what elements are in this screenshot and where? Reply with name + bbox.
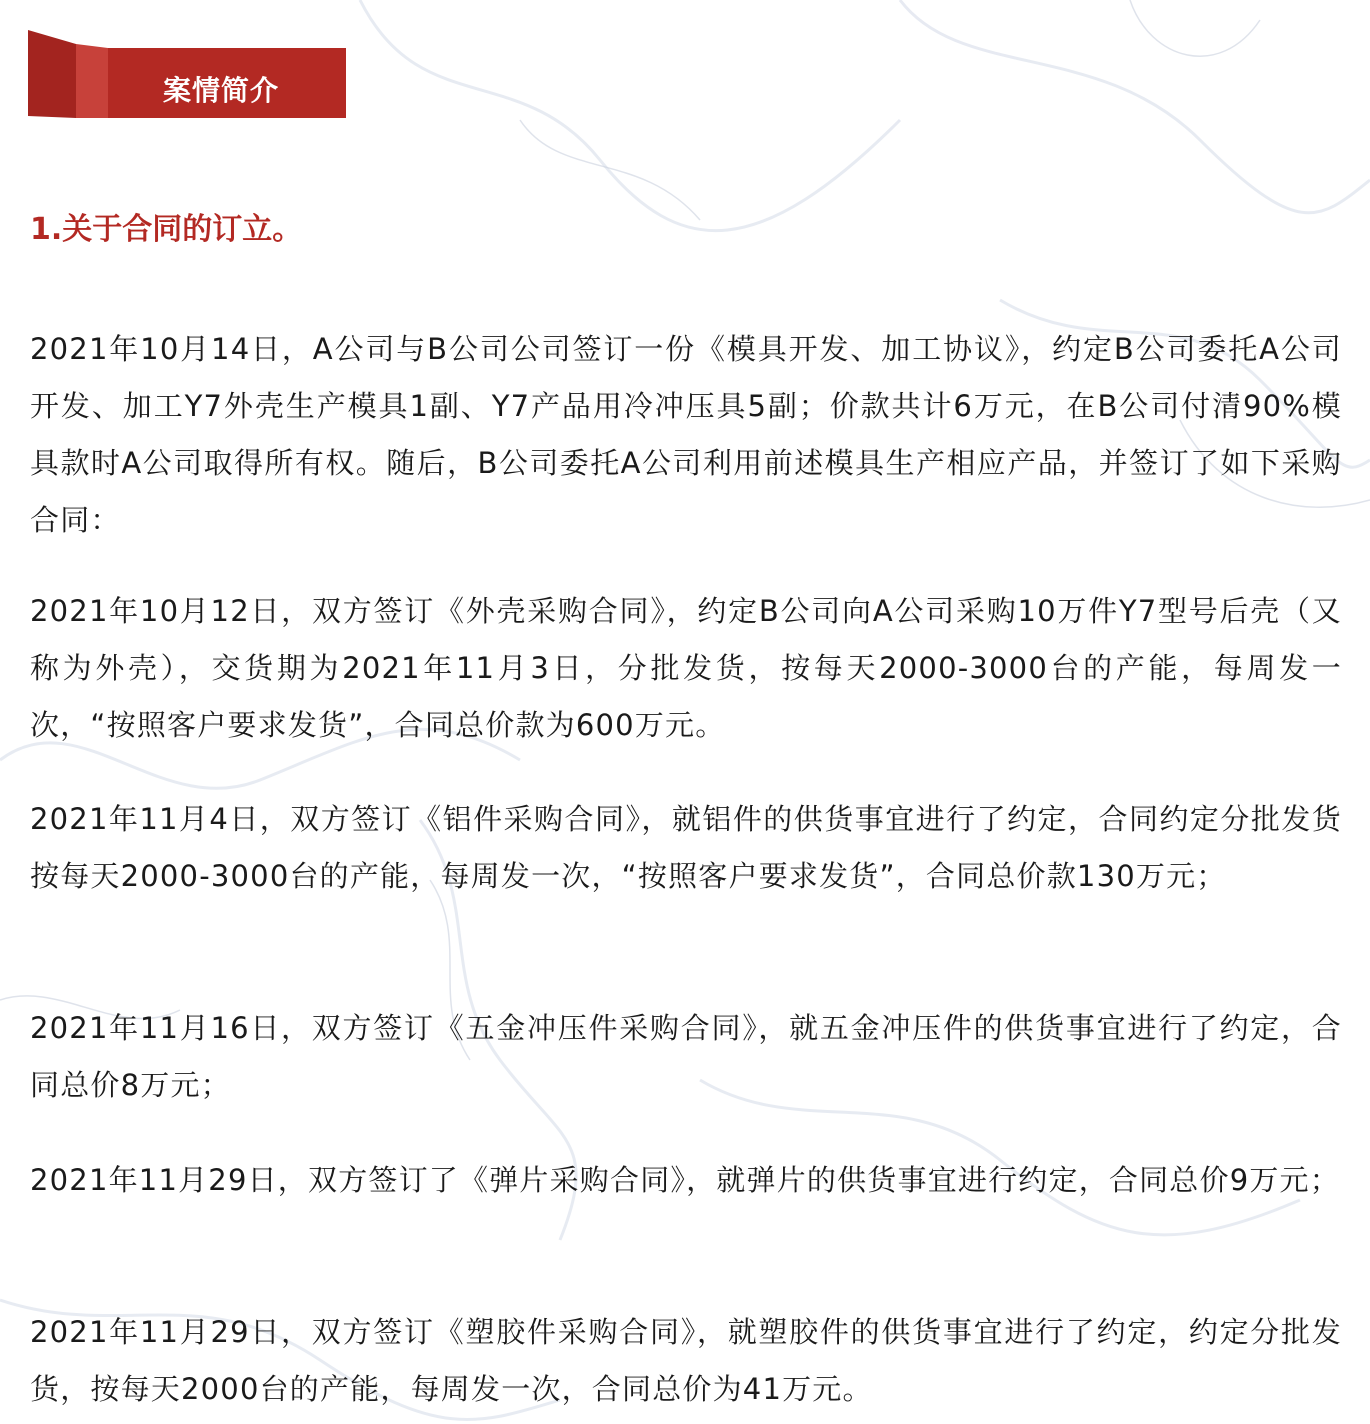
paragraph-spring-contract: 2021年11月29日，双方签订了《弹片采购合同》，就弹片的供货事宜进行约定，合同总价9万元；	[30, 1163, 1340, 1197]
paragraph-mold-agreement: 2021年10月14日，A公司与B公司公司签订一份《模具开发、加工协议》，约定B公司委托A公司开发、加工Y7外壳生产模具1副、Y7产品用冷冲压具5副；价款共计6万元，在B公司付清90%模具款时A公司取得所有权。随后，B公司委托A公司利用前述模具生产相应产品，并签订了如下采购合同：	[30, 332, 1342, 537]
paragraph-hardware-contract: 2021年11月16日，双方签订《五金冲压件采购合同》，就五金冲压件的供货事宜进行了约定，合同总价8万元；	[30, 1011, 1342, 1102]
section-heading: 1.关于合同的订立。	[30, 212, 303, 247]
paragraph-aluminum-contract: 2021年11月4日，双方签订《铝件采购合同》，就铝件的供货事宜进行了约定，合同约定分批发货按每天2000-3000台的产能，每周发一次，“按照客户要求发货”，合同总价款130万元；	[30, 802, 1342, 893]
section-banner	[28, 30, 348, 120]
paragraph-plastic-contract: 2021年11月29日，双方签订《塑胶件采购合同》，就塑胶件的供货事宜进行了约定，约定分批发货，按每天2000台的产能，每周发一次，合同总价为41万元。	[30, 1315, 1342, 1406]
banner-title: 案情简介	[163, 74, 280, 107]
paragraph-shell-contract: 2021年10月12日，双方签订《外壳采购合同》，约定B公司向A公司采购10万件Y7型号后壳（又称为外壳），交货期为2021年11月3日，分批发货，按每天2000-3000台的产能，每周发一次，“按照客户要求发货”，合同总价款为600万元。	[30, 594, 1342, 742]
